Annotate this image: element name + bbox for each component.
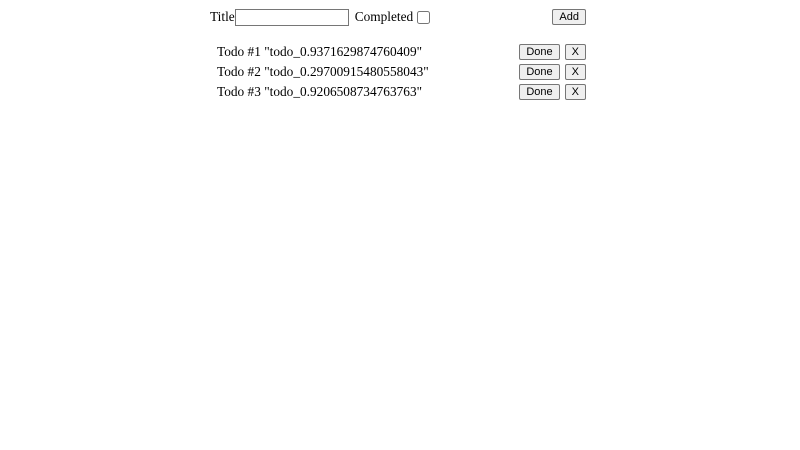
todo-list (210, 42, 586, 102)
add-button[interactable]: Add (552, 9, 586, 25)
todo-item-text: Todo #2 "todo_0.29700915480558043" (217, 64, 429, 79)
add-todo-row (210, 6, 586, 28)
todo-item-text: Todo #3 "todo_0.9206508734763763" (217, 84, 423, 99)
delete-button[interactable]: X (565, 84, 586, 100)
todo-item-actions (519, 84, 586, 100)
completed-label: Completed (354, 9, 414, 24)
done-button[interactable]: Done (519, 64, 559, 80)
title-input[interactable] (235, 9, 349, 26)
todo-list-item (210, 42, 586, 62)
completed-checkbox[interactable] (417, 11, 430, 24)
todo-item-actions (519, 44, 586, 60)
todo-panel (210, 6, 586, 102)
delete-button[interactable]: X (565, 44, 586, 60)
title-label: Title (210, 9, 235, 24)
todo-list-item (210, 82, 586, 102)
todo-item-text: Todo #1 "todo_0.9371629874760409" (217, 44, 423, 59)
todo-list-item (210, 62, 586, 82)
delete-button[interactable]: X (565, 64, 586, 80)
todo-item-actions (519, 64, 586, 80)
done-button[interactable]: Done (519, 44, 559, 60)
done-button[interactable]: Done (519, 84, 559, 100)
